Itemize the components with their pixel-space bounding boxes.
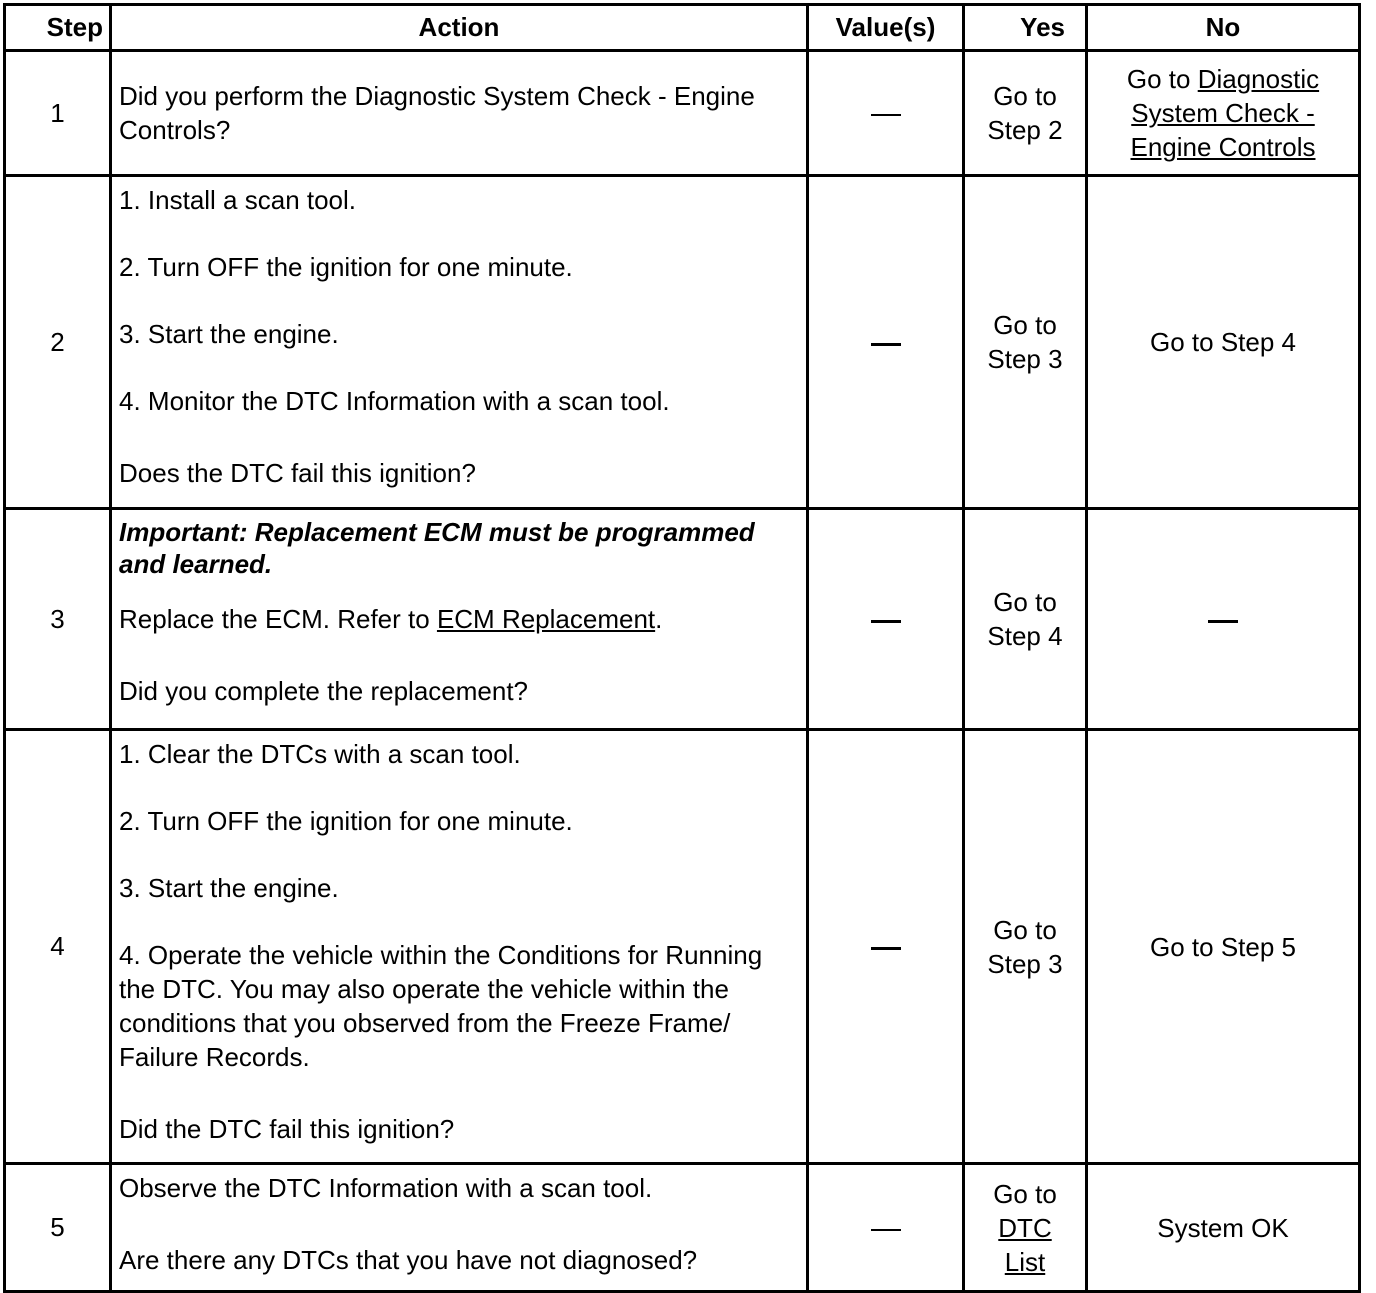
action-line: 3. Start the engine. <box>119 319 339 349</box>
step-number: 1 <box>5 51 111 176</box>
step-number: 4 <box>5 730 111 1164</box>
step-number: 3 <box>5 509 111 730</box>
header-yes: Yes <box>964 5 1087 51</box>
action-line: Observe the DTC Information with a scan tool. <box>119 1173 653 1203</box>
yes-prefix: Go to <box>993 1178 1057 1209</box>
dash-placeholder <box>871 947 901 950</box>
value-cell <box>808 509 964 730</box>
action-cell <box>111 1164 808 1292</box>
action-question: Does the DTC fail this ignition? <box>119 458 476 488</box>
action-prefix: Replace the ECM. Refer to <box>119 604 430 634</box>
table-row <box>5 1164 1360 1292</box>
no-prefix: Go to <box>1126 64 1191 94</box>
link-ecm-replacement[interactable]: ECM Replacement <box>436 604 656 634</box>
header-row <box>5 5 1360 51</box>
dash-placeholder <box>871 620 901 623</box>
action-text: Did you perform the Diagnostic System Check - Engine Controls? <box>119 81 755 145</box>
action-cell <box>111 51 808 176</box>
value-cell <box>808 1164 964 1292</box>
action-line: 2. Turn OFF the ignition for one minute. <box>119 806 573 836</box>
action-line: 1. Clear the DTCs with a scan tool. <box>119 739 521 769</box>
diagnostic-table <box>3 3 1361 1293</box>
step-number: 5 <box>5 1164 111 1292</box>
header-action: Action <box>111 5 808 51</box>
dash-placeholder <box>871 1229 901 1231</box>
action-question: Did you complete the replacement? <box>119 676 529 706</box>
table-row <box>5 509 1360 730</box>
step-number: 2 <box>5 176 111 509</box>
yes-cell <box>964 51 1087 176</box>
yes-cell <box>964 176 1087 509</box>
action-line: 3. Start the engine. <box>119 873 339 903</box>
yes-text: Go to Step 2 <box>987 81 1063 145</box>
dash-placeholder <box>871 343 901 346</box>
action-cell <box>111 509 808 730</box>
action-line <box>119 602 800 636</box>
header-step: Step <box>5 5 111 51</box>
yes-cell <box>964 509 1087 730</box>
action-cell <box>111 176 808 509</box>
yes-text: Go to Step 3 <box>987 310 1063 374</box>
table-row <box>5 51 1360 176</box>
important-note: Important: Replacement ECM must be programmed and learned. <box>119 517 755 579</box>
no-cell: Go to Step 5 <box>1087 730 1360 1164</box>
header-no: No <box>1087 5 1360 51</box>
action-line: 4. Monitor the DTC Information with a scan tool. <box>119 386 670 416</box>
table-row <box>5 176 1360 509</box>
action-question: Are there any DTCs that you have not diagnosed? <box>119 1245 698 1275</box>
no-cell: Go to Step 4 <box>1087 176 1360 509</box>
yes-cell <box>964 730 1087 1164</box>
action-cell <box>111 730 808 1164</box>
no-cell: System OK <box>1087 1164 1360 1292</box>
header-values: Value(s) <box>808 5 964 51</box>
value-cell <box>808 51 964 176</box>
dash-placeholder <box>871 114 901 116</box>
yes-cell <box>964 1164 1087 1292</box>
value-cell <box>808 730 964 1164</box>
link-dtc-list[interactable]: DTC List <box>998 1212 1052 1277</box>
action-suffix: . <box>655 604 663 634</box>
no-cell <box>1087 51 1360 176</box>
link-diagnostic-system-check[interactable]: Diagnostic System Check - Engine Controls <box>1130 64 1320 162</box>
action-line: 1. Install a scan tool. <box>119 185 357 215</box>
action-line: 4. Operate the vehicle within the Conditions for Running the DTC. You may also operate the vehicle within the conditions that you observed from the Freeze Frame/ Failure Records. <box>119 940 763 1072</box>
dash-placeholder <box>1208 620 1238 623</box>
no-cell <box>1087 509 1360 730</box>
action-question: Did the DTC fail this ignition? <box>119 1114 455 1144</box>
value-cell <box>808 176 964 509</box>
yes-text: Go to Step 4 <box>987 587 1063 651</box>
yes-text: Go to Step 3 <box>987 914 1063 979</box>
action-line: 2. Turn OFF the ignition for one minute. <box>119 252 573 282</box>
table-row <box>5 730 1360 1164</box>
